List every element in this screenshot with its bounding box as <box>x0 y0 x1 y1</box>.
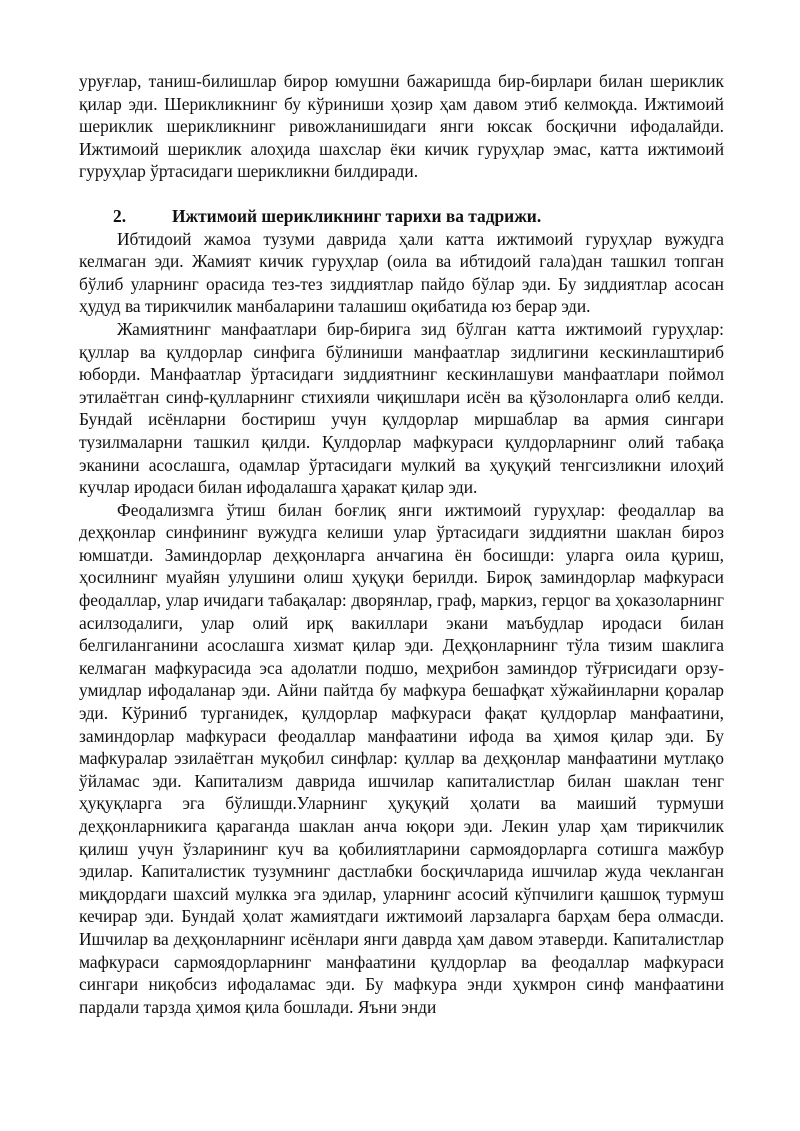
section-title: Ижтимоий шерикликнинг тарихи ва тадрижи. <box>172 205 542 226</box>
body-paragraph-2: Жамиятнинг манфаатлари бир-бирига зид бўлган катта ижтимоий гуруҳлар: қуллар ва қулдорлар синфига бўлиниши манфаатлар зидлигини кескинлаштириб юборди. Манфаатлар ўртасидаги зиддиятнинг кескинлашуви манфаатлари поймол этилаётган синф-қулларнинг стихияли чиқишлари исён ва қўзолонларга олиб келди. Бундай исёнларни бостириш учун қулдорлар миршаблар ва армия сингари тузилмаларни ташкил қилди. Қулдорлар мафкураси қулдорларнинг олий табақа эканини асослашга, одамлар ўртасидаги мулкий ва ҳуқуқий тенгсизликни илоҳий кучлар иродаси билан ифодалашга ҳаракат қилар эди. <box>79 318 724 498</box>
intro-paragraph: уруғлар, таниш-билишлар бирор юмушни бажаришда бир-бирлари билан шериклик қилар эди. Шерикликнинг бу кўриниши ҳозир ҳам давом этиб келмоқда. Ижтимоий шериклик шерикликнинг ривожланишидаги янги юксак босқични ифодалайди. Ижтимоий шериклик алоҳида шахслар ёки кичик гуруҳлар эмас, катта ижтимоий гуруҳлар ўртасидаги шерикликни билдиради. <box>79 71 724 182</box>
body-paragraph-1: Ибтидоий жамоа тузуми даврида ҳали катта ижтимоий гуруҳлар вужудга келмаган эди. Жамият кичик гуруҳлар (оила ва ибтидоий гала)дан ташкил топган бўлиб уларнинг орасида тез-тез зиддиятлар пайдо бўлар эди. Бу зиддиятлар асосан ҳудуд ва тирикчилик манбаларини талашиш оқибатида юз берар эди. <box>79 228 724 317</box>
section-heading <box>79 205 724 228</box>
document-page <box>79 70 724 1018</box>
body-paragraph-3: Феодализмга ўтиш билан боғлиқ янги ижтимоий гуруҳлар: феодаллар ва деҳқонлар синфининг вужудга келиши улар ўртасидаги зиддиятни шаклан бироз юмшатди. Заминдорлар деҳқонларга анчагина ён босишди: уларга оила қуриш, ҳосилнинг муайян улушини олиш ҳуқуқи берилди. Бироқ заминдорлар мафкураси феодаллар, улар ичидаги табақалар: дворянлар, граф, маркиз, герцог ва ҳоказоларнинг асилзодалиги, улар олий ирқ вакиллари экани маъбудлар иродаси билан белгиланганини асослашга хизмат қилар эди. Деҳқонларнинг тўла тизим шаклига келмаган мафкурасида эса адолатли подшо, меҳрибон заминдор тўғрисидаги орзу-умидлар ифодаланар эди. Айни пайтда бу мафкура бешафқат хўжайинларни қоралар эди. Кўриниб турганидек, қулдорлар мафкураси фақат қулдорлар манфаатини, заминдорлар мафкураси феодаллар манфаатини ифода ва ҳимоя қилар эди. Бу мафкуралар эзилаётган муқобил синфлар: қуллар ва деҳқонлар манфаатини мутлақо ўйламас эди. Капитализм даврида ишчилар капиталистлар билан шаклан тенг ҳуқуқларга эга бўлишди.Уларнинг ҳуқуқий ҳолати ва маиший турмуши деҳқонларникига қараганда шаклан анча юқори эди. Лекин улар ҳам тирикчилик қилиш учун ўзларининг куч ва қобилиятларини сармоядорларга сотишга мажбур эдилар. Капиталистик тузумнинг дастлабки босқичларида ишчилар жуда чекланган миқдордаги шахсий мулкка эга эдилар, уларнинг асосий кўпчилиги қашшоқ турмуш кечирар эди. Бундай ҳолат жамиятдаги ижтимоий ларзаларга барҳам бера олмасди. Ишчилар ва деҳқонларнинг исёнлари янги даврда ҳам давом этаверди. Капиталистлар мафкураси сармоядорларнинг манфаатини қулдорлар ва феодаллар мафкураси сингари ниқобсиз ифодаламас эди. Бу мафкура энди ҳукмрон синф манфаатини пардали тарзда ҳимоя қила бошлади. Яъни энди <box>79 499 724 1017</box>
section-number: 2. <box>113 205 127 226</box>
